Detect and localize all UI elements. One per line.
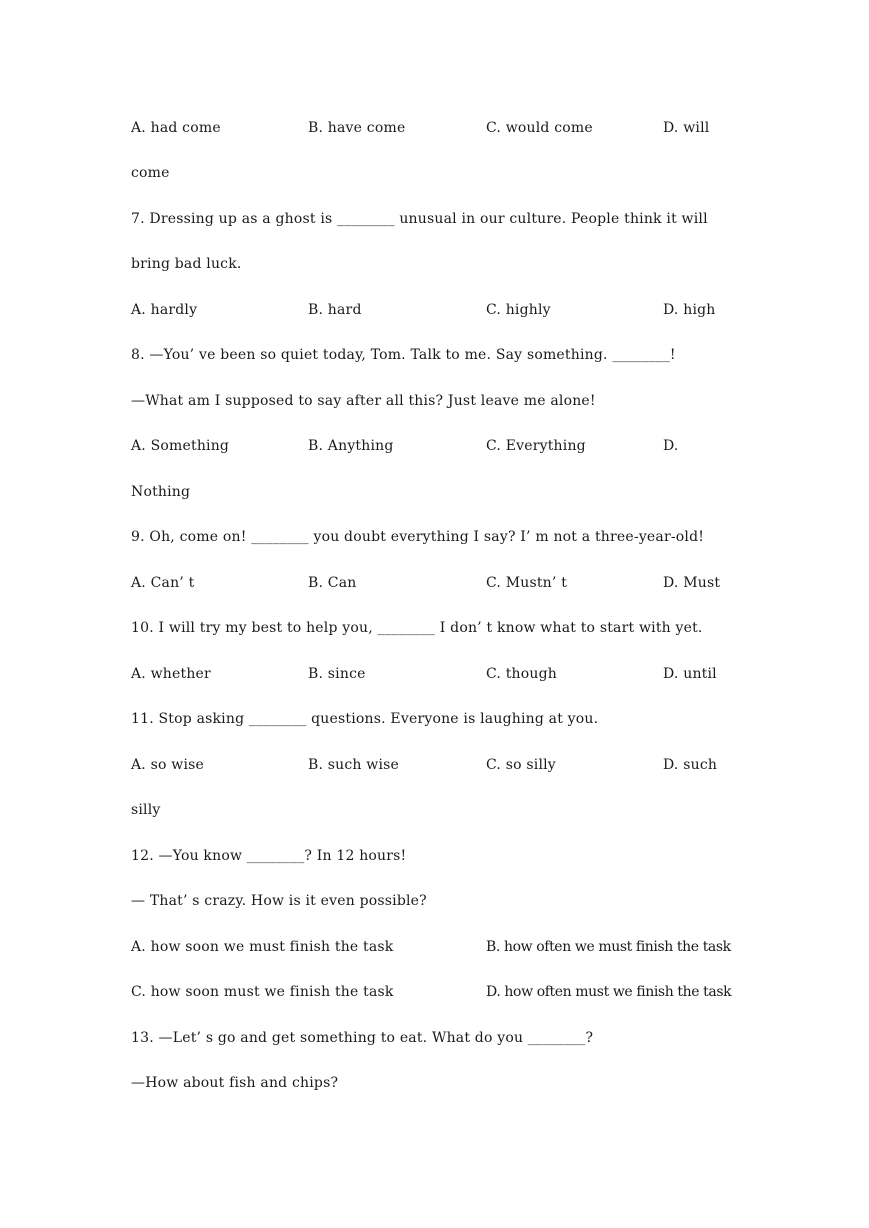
question-13: 13. —Let’ s go and get something to eat. What do you ________? (131, 1030, 594, 1046)
option-b: B. have come (308, 120, 406, 136)
option-d: D. how often must we finish the task (486, 984, 732, 1000)
option-d: D. (663, 438, 679, 454)
option-b: B. Can (308, 575, 357, 591)
option-b: B. hard (308, 302, 362, 318)
question-8: 8. —You’ ve been so quiet today, Tom. Talk to me. Say something. ________! (131, 347, 676, 363)
option-a: A. hardly (131, 302, 198, 318)
option-a: A. had come (131, 120, 221, 136)
option-d: D. will (663, 120, 710, 136)
question-12: 12. —You know ________? In 12 hours! (131, 848, 407, 864)
option-d: D. such (663, 757, 718, 773)
option-c: C. though (486, 666, 557, 682)
option-a: A. so wise (131, 757, 205, 773)
question-9: 9. Oh, come on! ________ you doubt everything I say? I’ m not a three-year-old! (131, 529, 705, 545)
option-b: B. how often we must finish the task (486, 939, 731, 955)
option-a: A. Something (131, 438, 230, 454)
question-12-reply: — That’ s crazy. How is it even possible? (131, 893, 427, 909)
option-continuation: silly (131, 802, 161, 818)
option-d: D. until (663, 666, 717, 682)
option-b: B. since (308, 666, 366, 682)
question-7: 7. Dressing up as a ghost is ________ unusual in our culture. People think it will (131, 211, 708, 227)
question-7-continuation: bring bad luck. (131, 256, 242, 272)
option-c: C. would come (486, 120, 593, 136)
option-d: D. Must (663, 575, 721, 591)
option-continuation: come (131, 165, 170, 181)
option-a: A. how soon we must finish the task (131, 939, 394, 955)
option-c: C. how soon must we finish the task (131, 984, 394, 1000)
option-c: C. highly (486, 302, 551, 318)
option-a: A. Can’ t (131, 575, 195, 591)
question-10: 10. I will try my best to help you, ________ I don’ t know what to start with yet. (131, 620, 703, 636)
option-c: C. so silly (486, 757, 556, 773)
option-c: C. Everything (486, 438, 586, 454)
option-d: D. high (663, 302, 716, 318)
option-continuation: Nothing (131, 484, 191, 500)
option-b: B. Anything (308, 438, 394, 454)
option-b: B. such wise (308, 757, 400, 773)
option-a: A. whether (131, 666, 211, 682)
option-c: C. Mustn’ t (486, 575, 568, 591)
question-11: 11. Stop asking ________ questions. Everyone is laughing at you. (131, 711, 599, 727)
question-8-reply: —What am I supposed to say after all this? Just leave me alone! (131, 393, 596, 409)
question-13-reply: —How about fish and chips? (131, 1075, 339, 1091)
